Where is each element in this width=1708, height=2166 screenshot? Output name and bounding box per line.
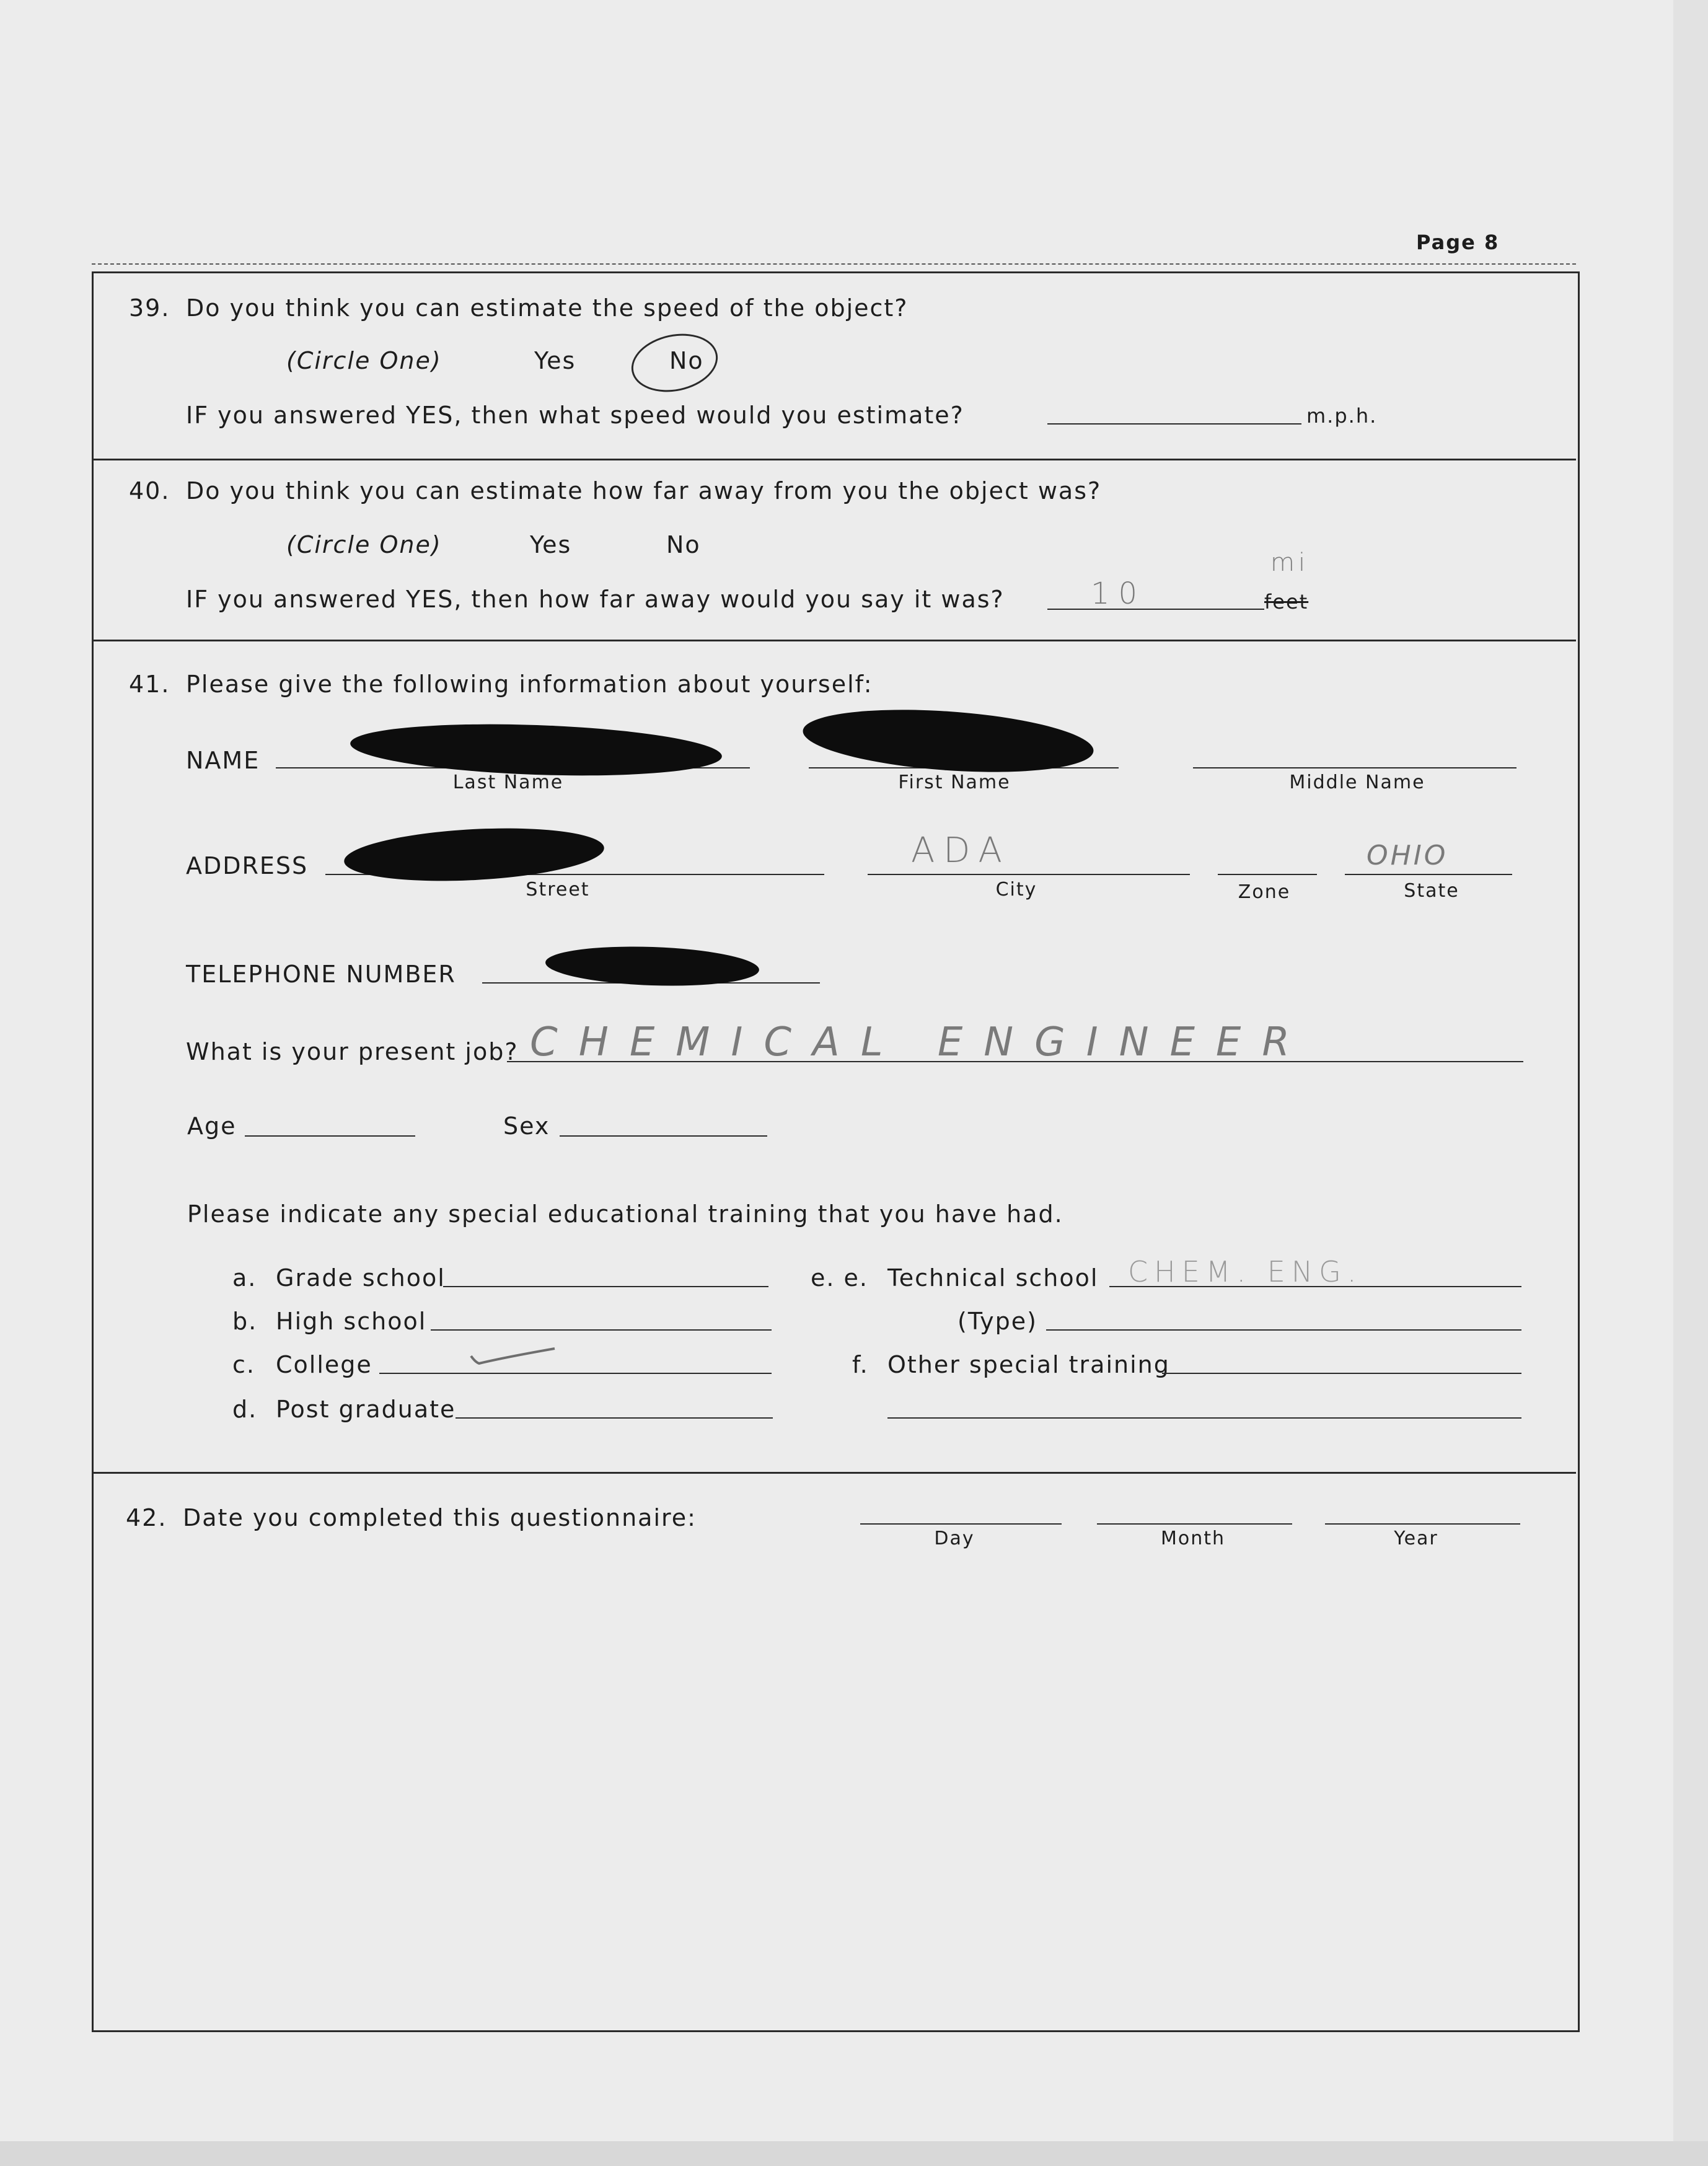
state-handwritten: OHIO <box>1367 840 1448 871</box>
q40-question: Do you think you can estimate how far away from you the object was? <box>186 477 1102 504</box>
name-label: NAME <box>186 747 260 774</box>
type-label: (Type) <box>957 1308 1037 1335</box>
age-field[interactable] <box>245 1135 415 1137</box>
q41-intro: Please give the following information about yourself: <box>186 671 873 698</box>
scan-edge-right <box>1673 0 1708 2166</box>
city-field[interactable] <box>868 874 1190 875</box>
q40-yes-option[interactable]: Yes <box>530 531 572 558</box>
section-separator-41-42 <box>92 1472 1576 1474</box>
first-name-caption: First Name <box>898 772 1011 793</box>
high-school-field[interactable] <box>431 1329 772 1331</box>
q39-no-option[interactable]: No <box>669 347 704 374</box>
q40-no-option[interactable]: No <box>666 531 701 558</box>
state-caption: State <box>1404 880 1459 902</box>
sex-label: Sex <box>503 1112 550 1140</box>
q39-if-yes: IF you answered YES, then what speed would you estimate? <box>186 402 964 429</box>
city-handwritten: ADA <box>911 830 1011 871</box>
q41-number: 41. <box>129 671 170 698</box>
q40-distance-field[interactable] <box>1047 609 1264 610</box>
page-number: Page 8 <box>1416 231 1500 254</box>
college-label: College <box>276 1351 372 1378</box>
q40-handwritten-distance: 10 <box>1091 576 1147 611</box>
state-field[interactable] <box>1345 874 1512 875</box>
section-separator-39-40 <box>92 459 1576 460</box>
technical-school-label: Technical school <box>887 1264 1099 1292</box>
day-caption: Day <box>934 1528 975 1549</box>
q42-number: 42. <box>126 1504 167 1531</box>
q40-struck-unit: feet <box>1264 590 1309 614</box>
type-field[interactable] <box>1046 1329 1521 1331</box>
grade-school-label: Grade school <box>276 1264 446 1292</box>
other-training-label: Other special training <box>887 1351 1170 1378</box>
section-separator-40-41 <box>92 640 1576 641</box>
age-label: Age <box>187 1112 237 1140</box>
day-field[interactable] <box>860 1523 1062 1525</box>
college-field[interactable] <box>379 1373 772 1374</box>
technical-school-handwritten: CHEM. ENG. <box>1128 1255 1363 1288</box>
q39-speed-field[interactable] <box>1047 423 1301 425</box>
q40-handwritten-unit: mi <box>1270 548 1310 577</box>
grade-school-field[interactable] <box>443 1286 768 1287</box>
other-training-field-line-2[interactable] <box>887 1417 1521 1419</box>
training-intro: Please indicate any special educational training that you have had. <box>187 1200 1063 1228</box>
q39-circle-one: (Circle One) <box>286 347 442 374</box>
other-training-letter: f. <box>852 1351 869 1378</box>
college-letter: c. <box>232 1351 255 1378</box>
street-caption: Street <box>526 879 590 900</box>
address-label: ADDRESS <box>186 852 309 879</box>
grade-school-letter: a. <box>232 1264 257 1292</box>
high-school-label: High school <box>276 1308 427 1335</box>
telephone-label: TELEPHONE NUMBER <box>186 961 456 988</box>
q40-number: 40. <box>129 477 170 504</box>
post-graduate-label: Post graduate <box>276 1396 456 1423</box>
middle-name-caption: Middle Name <box>1289 772 1425 793</box>
job-handwritten: CHEMICAL ENGINEER <box>530 1019 1311 1065</box>
q40-circle-one: (Circle One) <box>286 531 442 558</box>
year-caption: Year <box>1394 1528 1438 1549</box>
post-graduate-field[interactable] <box>456 1417 773 1419</box>
last-name-caption: Last Name <box>452 772 564 793</box>
month-field[interactable] <box>1097 1523 1292 1525</box>
q42-question: Date you completed this questionnaire: <box>183 1504 697 1531</box>
frame-top-dash <box>92 263 1576 265</box>
high-school-letter: b. <box>232 1308 258 1335</box>
technical-school-letter: e. e. <box>811 1264 868 1292</box>
city-caption: City <box>995 879 1037 900</box>
other-training-field[interactable] <box>1162 1373 1521 1374</box>
scan-edge-bottom <box>0 2141 1708 2166</box>
job-label: What is your present job? <box>186 1038 519 1065</box>
college-check-mark <box>468 1345 561 1370</box>
month-caption: Month <box>1160 1528 1226 1549</box>
year-field[interactable] <box>1325 1523 1520 1525</box>
q39-number: 39. <box>129 294 170 322</box>
q40-if-yes: IF you answered YES, then how far away would you say it was? <box>186 586 1005 613</box>
middle-name-field[interactable] <box>1193 767 1517 768</box>
post-graduate-letter: d. <box>232 1396 258 1423</box>
q39-unit: m.p.h. <box>1306 404 1378 428</box>
q39-question: Do you think you can estimate the speed of the object? <box>186 294 909 322</box>
q39-yes-option[interactable]: Yes <box>534 347 576 374</box>
zone-caption: Zone <box>1238 881 1291 903</box>
sex-field[interactable] <box>560 1135 767 1137</box>
zone-field[interactable] <box>1218 874 1317 875</box>
